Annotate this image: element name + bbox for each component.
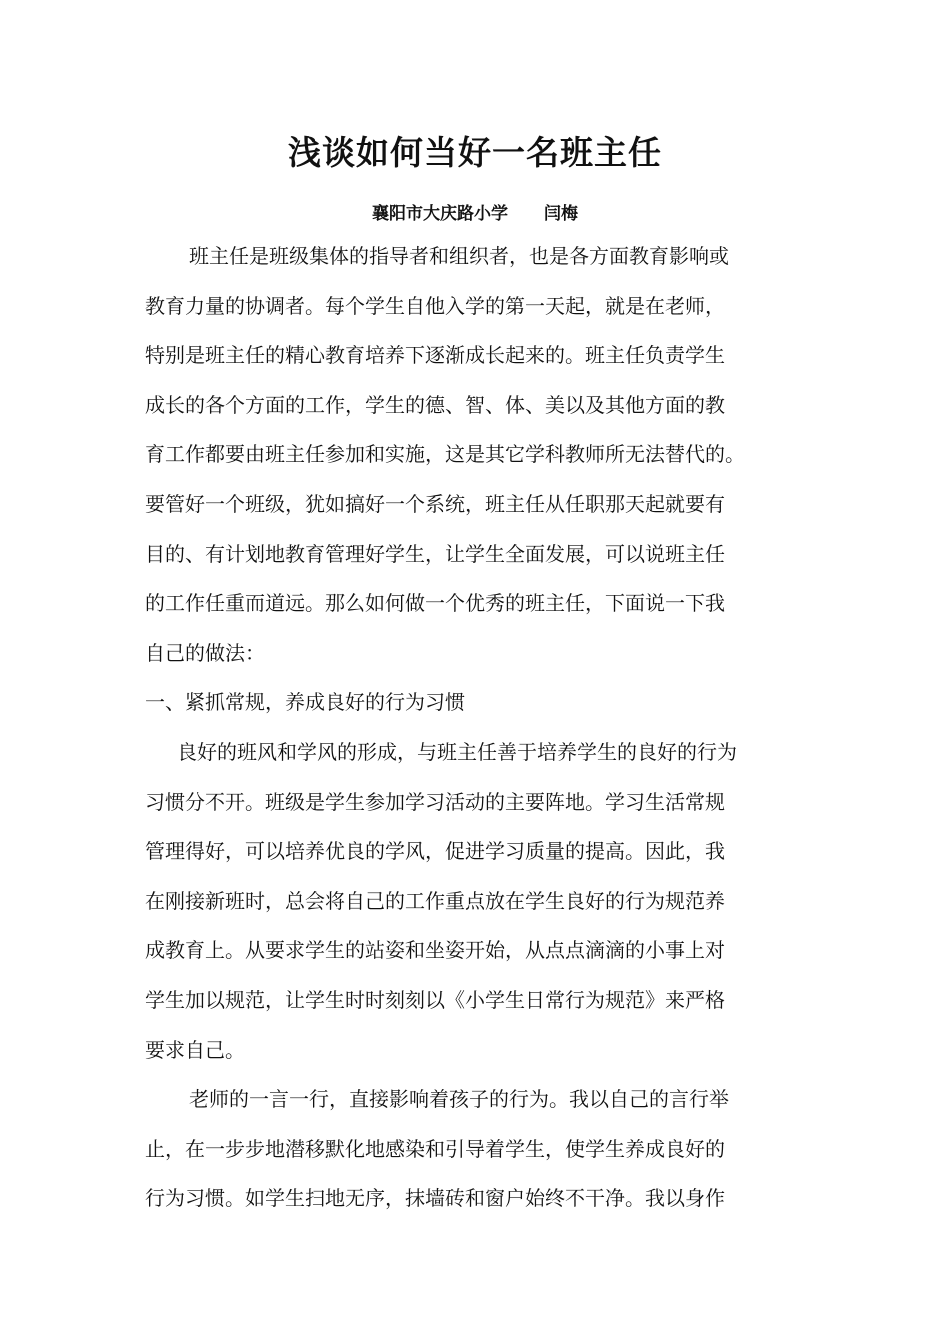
- body-line: 班主任是班级集体的指导者和组织者，也是各方面教育影响或: [189, 244, 729, 268]
- body-line: 管理得好，可以培养优良的学风，促进学习质量的提高。因此，我: [145, 839, 725, 864]
- body-line: 目的、有计划地教育管理好学生，让学生全面发展，可以说班主任: [145, 541, 725, 566]
- document-title: 浅谈如何当好一名班主任: [288, 133, 662, 172]
- body-line: 行为习惯。如学生扫地无序，抹墙砖和窗户始终不干净。我以身作: [145, 1186, 725, 1211]
- body-line: 学生加以规范，让学生时时刻刻以《小学生日常行为规范》来严格: [145, 987, 725, 1012]
- body-line: 止，在一步步地潜移默化地感染和引导着学生，使学生养成良好的: [145, 1136, 725, 1161]
- author-school: 襄阳市大庆路小学: [372, 204, 508, 224]
- body-line: 的工作任重而道远。那么如何做一个优秀的班主任，下面说一下我: [145, 591, 725, 616]
- author-line: [0, 200, 950, 228]
- body-line: 老师的一言一行，直接影响着孩子的行为。我以自己的言行举: [189, 1087, 729, 1112]
- body-line: 成长的各个方面的工作，学生的德、智、体、美以及其他方面的教: [145, 392, 725, 417]
- author-name: 闫梅: [544, 204, 578, 224]
- section-heading: 一、紧抓常规，养成良好的行为习惯: [145, 690, 465, 715]
- body-line: 育工作都要由班主任参加和实施，这是其它学科教师所无法替代的。: [145, 442, 745, 467]
- body-line: 良好的班风和学风的形成，与班主任善于培养学生的良好的行为: [177, 739, 737, 764]
- body-line: 要管好一个班级，犹如搞好一个系统，班主任从任职那天起就要有: [145, 491, 725, 516]
- body-line: 成教育上。从要求学生的站姿和坐姿开始，从点点滴滴的小事上对: [145, 938, 725, 963]
- document-body: [145, 232, 815, 1224]
- body-line: 在刚接新班时，总会将自己的工作重点放在学生良好的行为规范养: [145, 888, 725, 913]
- body-line: 要求自己。: [145, 1037, 245, 1062]
- body-line: 特别是班主任的精心教育培养下逐渐成长起来的。班主任负责学生: [145, 343, 725, 368]
- body-line: 习惯分不开。班级是学生参加学习活动的主要阵地。学习生活常规: [145, 789, 725, 814]
- body-line: 教育力量的协调者。每个学生自他入学的第一天起，就是在老师，: [145, 293, 725, 318]
- body-line: 自己的做法：: [145, 640, 265, 665]
